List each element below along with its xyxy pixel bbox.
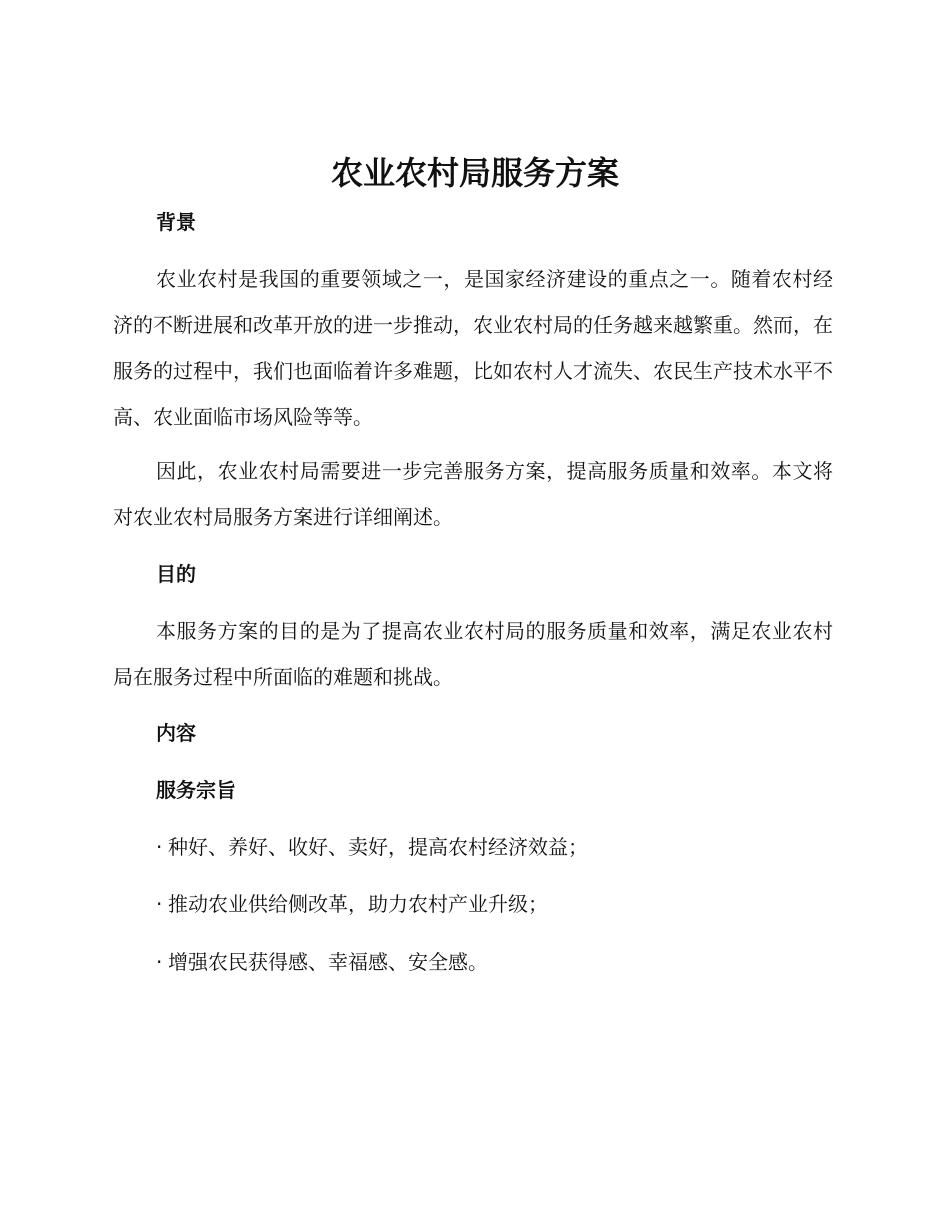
background-paragraph-2: 因此，农业农村局需要进一步完善服务方案，提高服务质量和效率。本文将对农业农村局服务方案进行详细阐述。	[113, 459, 833, 529]
list-item	[156, 890, 548, 918]
list-item-text: 推动农业供给侧改革，助力农村产业升级；	[168, 892, 548, 916]
section-heading-background: 背景	[156, 210, 196, 234]
section-heading-purpose: 目的	[156, 562, 196, 586]
list-item-text: 增强农民获得感、幸福感、安全感。	[168, 950, 488, 974]
bullet-marker: ·	[156, 950, 163, 974]
purpose-paragraph: 本服务方案的目的是为了提高农业农村局的服务质量和效率，满足农业农村局在服务过程中所面临的难题和挑战。	[113, 619, 833, 689]
list-item-text: 种好、养好、收好、卖好，提高农村经济效益；	[168, 835, 588, 859]
section-heading-content: 内容	[156, 721, 196, 745]
background-paragraph-1: 农业农村是我国的重要领域之一，是国家经济建设的重点之一。随着农村经济的不断进展和改革开放的进一步推动，农业农村局的任务越来越繁重。然而，在服务的过程中，我们也面临着许多难题，比如农村人才流失、农民生产技术水平不高、农业面临市场风险等等。	[113, 267, 833, 429]
subheading-service-purpose: 服务宗旨	[156, 778, 236, 802]
bullet-marker: ·	[156, 835, 163, 859]
list-item	[156, 833, 588, 861]
document-title: 农业农村局服务方案	[330, 154, 619, 192]
list-item	[156, 948, 488, 976]
bullet-marker: ·	[156, 892, 163, 916]
